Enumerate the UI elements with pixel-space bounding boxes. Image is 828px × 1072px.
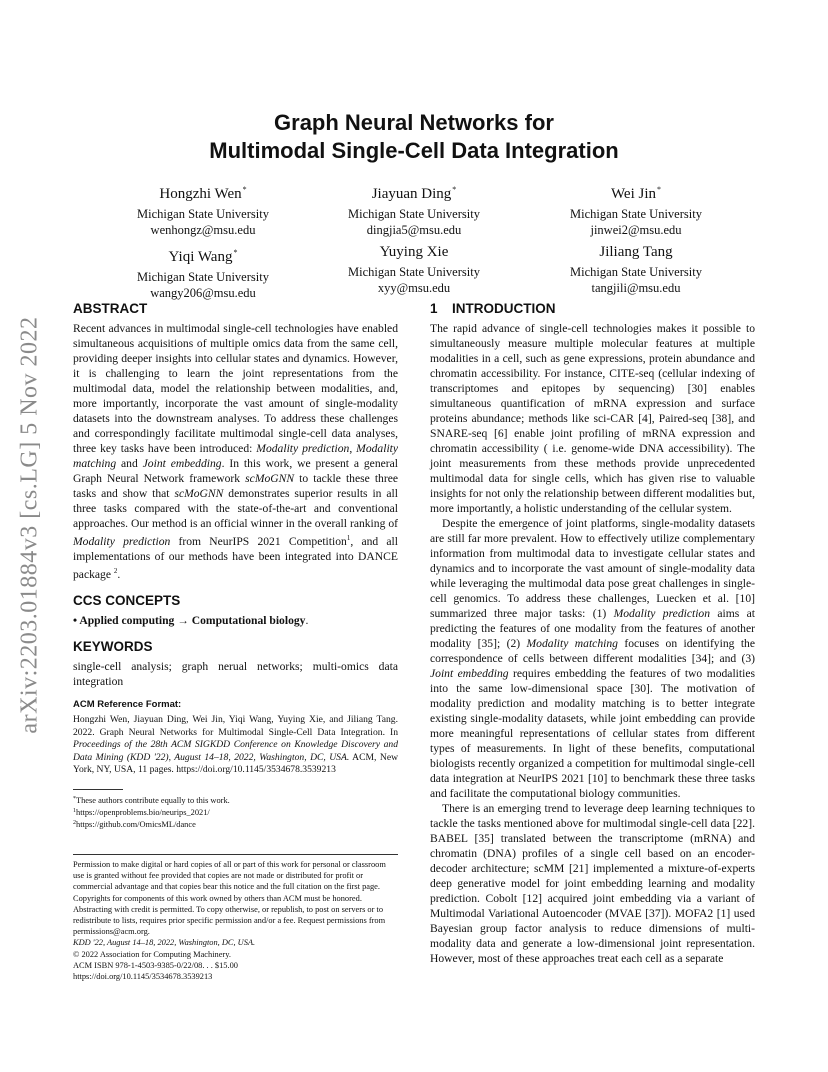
left-column bbox=[73, 300, 398, 982]
footnote-ref[interactable]: 2 bbox=[113, 567, 118, 575]
ccs-concepts-heading: CCS CONCEPTS bbox=[73, 593, 181, 608]
author-email[interactable]: tangjili@msu.edu bbox=[591, 281, 681, 295]
title-line-2: Multimodal Single-Cell Data Integration bbox=[209, 138, 619, 163]
author-block bbox=[88, 180, 318, 238]
author-name: Hongzhi Wen bbox=[159, 186, 242, 202]
acm-reference-heading: ACM Reference Format: bbox=[73, 699, 182, 710]
paper-title bbox=[74, 109, 754, 165]
equal-contribution-mark: * bbox=[452, 185, 457, 194]
intro-paragraph-3: There is an emerging trend to leverage deep learning techniques to tackle the tasks mentioned above for multimodal single-cell data [22]. BABEL [35] translated between the transcriptome (mRNA) and chromatin (DNA) profiles of a single cell based on an encoder-decoder architecture; scMM [21] implemented a mixture-of-experts deep generative model for joint embedding learning and modality prediction. Cobolt [12] acquired joint embedding via a variant of Multimodal Variational Autoencoder (MVAE [37]). MOFA2 [1] used Bayesian group factor analysis to reduce dimensions of multi-modality data and generate a low-dimensional joint representation. However, most of these approaches treat each cell as a separate bbox=[430, 802, 755, 965]
author-block bbox=[299, 243, 529, 296]
footnote-link[interactable]: https://openproblems.bio/neurips_2021/ bbox=[76, 807, 210, 817]
doi-link[interactable]: https://doi.org/10.1145/3534678.3539213 bbox=[73, 972, 213, 981]
author-affiliation: Michigan State University bbox=[137, 270, 269, 284]
keywords-text: single-cell analysis; graph nerual networks; multi-omics data integration bbox=[73, 660, 398, 688]
introduction-heading bbox=[430, 300, 755, 318]
footnote: $^1$https://openproblems.bio/neurips_2021/ bbox=[73, 807, 210, 817]
footnote-link[interactable]: https://github.com/OmicsML/dance bbox=[76, 819, 196, 829]
footnote-rule bbox=[73, 789, 123, 790]
footnote-ref[interactable]: 1 bbox=[346, 534, 351, 542]
title-line-1: Graph Neural Networks for bbox=[274, 110, 554, 135]
author-name: Wei Jin bbox=[610, 186, 657, 202]
author-block bbox=[521, 243, 751, 296]
acm-reference-text: Hongzhi Wen, Jiayuan Ding, Wei Jin, Yiqi Wang, Yuying Xie, and Jiliang Tang. 2022. Graph Neural Networks for Multimodal Single-Cell Data Integration. In Proceedings of the 28th ACM SIGKDD Conference on Knowledge Discovery and Data Mining (KDD '22), August 14–18, 2022, Washington, DC, USA. ACM, New York, NY, USA, 11 pages. https://doi.org/10.1145/3534678.3539213 bbox=[73, 714, 399, 776]
author-name: Jiayuan Ding bbox=[371, 186, 452, 202]
arxiv-stamp-text: arXiv:2203.01884v3 [cs.LG] 5 Nov 2022 bbox=[16, 316, 43, 734]
abstract-body: Recent advances in multimodal single-cell technologies have enabled simultaneous acquisitions of multiple omics data from the same cell, providing deeper insights into cellular states and dynamics. However, it is challenging to learn the joint representations from the multimodal data, model the relationship between modalities, and, more importantly, incorporate the vast amount of single-modality datasets into the downstream analyses. To address these challenges and correspondingly facilitate multimodal single-cell data analyses, three key tasks have been introduced: Modality prediction, Modality matching and Joint embedding. In this work, we present a general Graph Neural Network framework scMoGNN to tackle these three tasks and show that scMoGNN demonstrates superior results in all three tasks compared with the state-of-the-art and conventional approaches. Our method is an official winner in the overall ranking of Modality prediction from NeurIPS 2021 Competition$^1$, and all implementations of our methods have been integrated into DANCE package $^2$. bbox=[73, 322, 399, 581]
author-affiliation: Michigan State University bbox=[570, 265, 702, 279]
author-email[interactable]: xyy@msu.edu bbox=[377, 281, 451, 295]
author-affiliation: Michigan State University bbox=[137, 207, 269, 221]
author-name: Yiqi Wang bbox=[168, 249, 233, 265]
keywords-heading: KEYWORDS bbox=[73, 639, 153, 654]
author-email[interactable]: wangy206@msu.edu bbox=[150, 286, 256, 300]
author-name: Jiliang Tang bbox=[599, 244, 673, 260]
permission-text: Permission to make digital or hard copies of all or part of this work for personal or classroom use is granted without fee provided that copies are not made or distributed for profit or commercial advantage and that copies bear this notice and the full citation on the first page. Copyrights for components of this work owned by others than ACM must be honored. Abstracting with credit is permitted. To copy otherwise, or republish, to post on servers or to redistribute to lists, requires prior specific permission and/or a fee. Request permissions from permissions@acm.org. bbox=[73, 859, 386, 937]
abstract-heading: ABSTRACT bbox=[73, 301, 148, 316]
equal-contribution-mark: * bbox=[657, 185, 662, 194]
author-email[interactable]: jinwei2@msu.edu bbox=[590, 223, 682, 237]
ccs-concept-item: • Applied computing → Computational biology. bbox=[73, 614, 309, 627]
intro-paragraph-1: The rapid advance of single-cell technologies makes it possible to simultaneously measure multiple molecular features at multiple modalities in a cell, such as gene expressions, protein abundance and chromatin accessibility. For instance, CITE-seq (cellular indexing of transcriptomes and epitopes by sequencing) [30] enables simultaneous quantification of mRNA expression and surface proteins abundance; methods like sci-CAR [4], Paired-seq [38], and SNARE-seq [6] enable joint profiling of mRNA expression and chromatin accessibility ( i.e. genome-wide DNA accessibility). The joint measurements from these methods provide unprecedented multimodal data for single cells, which has given rise to valuable insights for not only the relationship between different modalities but, more importantly, a holistic understanding of the cellular system. bbox=[430, 322, 755, 515]
equal-contribution-mark: * bbox=[242, 185, 247, 194]
author-block bbox=[299, 180, 529, 238]
isbn-line: ACM ISBN 978-1-4503-9385-0/22/08. . . $15.00 bbox=[73, 960, 238, 970]
footnote: *These authors contribute equally to this work. bbox=[73, 795, 230, 805]
author-email[interactable]: dingjia5@msu.edu bbox=[366, 223, 462, 237]
footnote: $^2$https://github.com/OmicsML/dance bbox=[73, 819, 196, 829]
author-email[interactable]: wenhongz@msu.edu bbox=[150, 223, 256, 237]
section-number: 1 bbox=[430, 301, 438, 316]
right-column bbox=[430, 300, 755, 966]
intro-paragraph-2: Despite the emergence of joint platforms, single-modality datasets are still far more prevalent. How to effectively utilize complementary information from multimodal data to investigate cellular states and dynamics and to incorporate the vast amount of single-modality data while leveraging the multimodal data pose great challenges in single-cell genomics. To address these challenges, Luecken et al. [10] summarized three major tasks: (1) Modality prediction aims at predicting the features of one modality from the features of another modality [35]; (2) Modality matching focuses on identifying the correspondence of cells between different modalities [34]; and (3) Joint embedding requires embedding the features of two modalities into the same low-dimensional space [30]. The motivation of modality prediction and modality matching is to better integrate existing single-modality datasets, while joint embedding can provide more meaningful representations of cellular states from different types of measurements. In light of these benefits, computational biologists recently organized a competition for multimodal single-cell data integration at NeurIPS 2021 [10] to benchmark these three tasks and facilitate the computational biology communities. bbox=[430, 517, 756, 800]
author-name: Yuying Xie bbox=[379, 244, 449, 260]
author-affiliation: Michigan State University bbox=[348, 207, 480, 221]
permission-block bbox=[73, 854, 398, 982]
arxiv-identifier-stamp bbox=[10, 290, 50, 760]
author-block bbox=[88, 243, 318, 301]
copyright-line: © 2022 Association for Computing Machinery. bbox=[73, 949, 231, 959]
author-block bbox=[521, 180, 751, 238]
author-affiliation: Michigan State University bbox=[570, 207, 702, 221]
author-affiliation: Michigan State University bbox=[348, 265, 480, 279]
section-title: INTRODUCTION bbox=[452, 301, 556, 316]
equal-contribution-mark: * bbox=[233, 248, 238, 257]
conference-line: KDD '22, August 14–18, 2022, Washington, DC, USA. bbox=[73, 938, 256, 948]
